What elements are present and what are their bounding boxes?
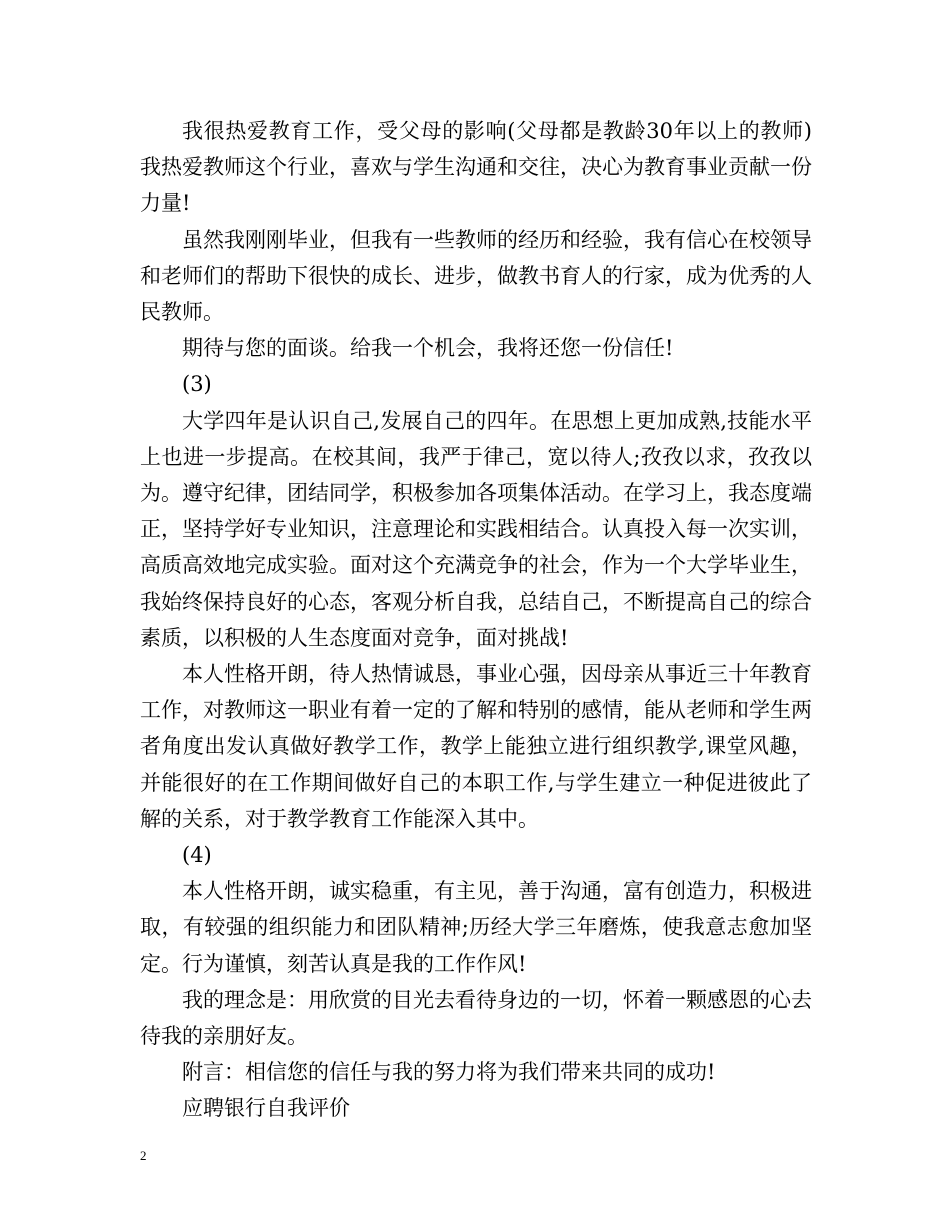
page-number: 2 — [140, 1148, 147, 1163]
paragraph-2: 虽然我刚刚毕业，但我有一些教师的经历和经验，我有信心在校领导和老师们的帮助下很快的成长、进步，做教书育人的行家，成为优秀的人民教师。 — [140, 227, 812, 325]
paragraph-6: 本人性格开朗，诚实稳重，有主见，善于沟通，富有创造力，积极进取，有较强的组织能力和团队精神;历经大学三年磨炼，使我意志愈加坚定。行为谨慎，刻苦认真是我的工作作风! — [140, 879, 812, 976]
paragraph-5: 本人性格开朗，待人热情诚恳，事业心强，因母亲从事近三十年教育工作，对教师这一职业有着一定的了解和特别的感情，能从老师和学生两者角度出发认真做好教学工作，教学上能独立进行组织教学,课堂风趣，并能很好的在工作期间做好自己的本职工作,与学生建立一种促进彼此了解的关系，对于教学教育工作能深入其中。 — [140, 662, 812, 831]
paragraph-7: 我的理念是：用欣赏的目光去看待身边的一切，怀着一颗感恩的心去待我的亲朋好友。 — [140, 987, 812, 1049]
section-marker-4: (4) — [182, 843, 212, 868]
paragraph-3: 期待与您的面谈。给我一个机会，我将还您一份信任! — [182, 336, 674, 361]
paragraph-1: 我很热爱教育工作，受父母的影响(父母都是教龄30年以上的教师)我热爱教师这个行业，喜欢与学生沟通和交往，决心为教育事业贡献一份力量! — [140, 119, 812, 216]
paragraph-8: 附言：相信您的信任与我的努力将为我们带来共同的成功! — [182, 1060, 716, 1085]
document-body — [140, 113, 812, 1127]
section-heading: 应聘银行自我评价 — [182, 1096, 350, 1121]
paragraph-4: 大学四年是认识自己,发展自己的四年。在思想上更加成熟,技能水平上也进一步提高。在校其间，我严于律己，宽以待人;孜孜以求，孜孜以为。遵守纪律，团结同学，积极参加各项集体活动。在学习上，我态度端正，坚持学好专业知识，注意理论和实践相结合。认真投入每一次实训，高质高效地完成实验。面对这个充满竞争的社会，作为一个大学毕业生，我始终保持良好的心态，客观分析自我，总结自己，不断提高自己的综合素质，以积极的人生态度面对竞争，面对挑战! — [140, 408, 812, 650]
section-marker-3: (3) — [182, 372, 212, 397]
